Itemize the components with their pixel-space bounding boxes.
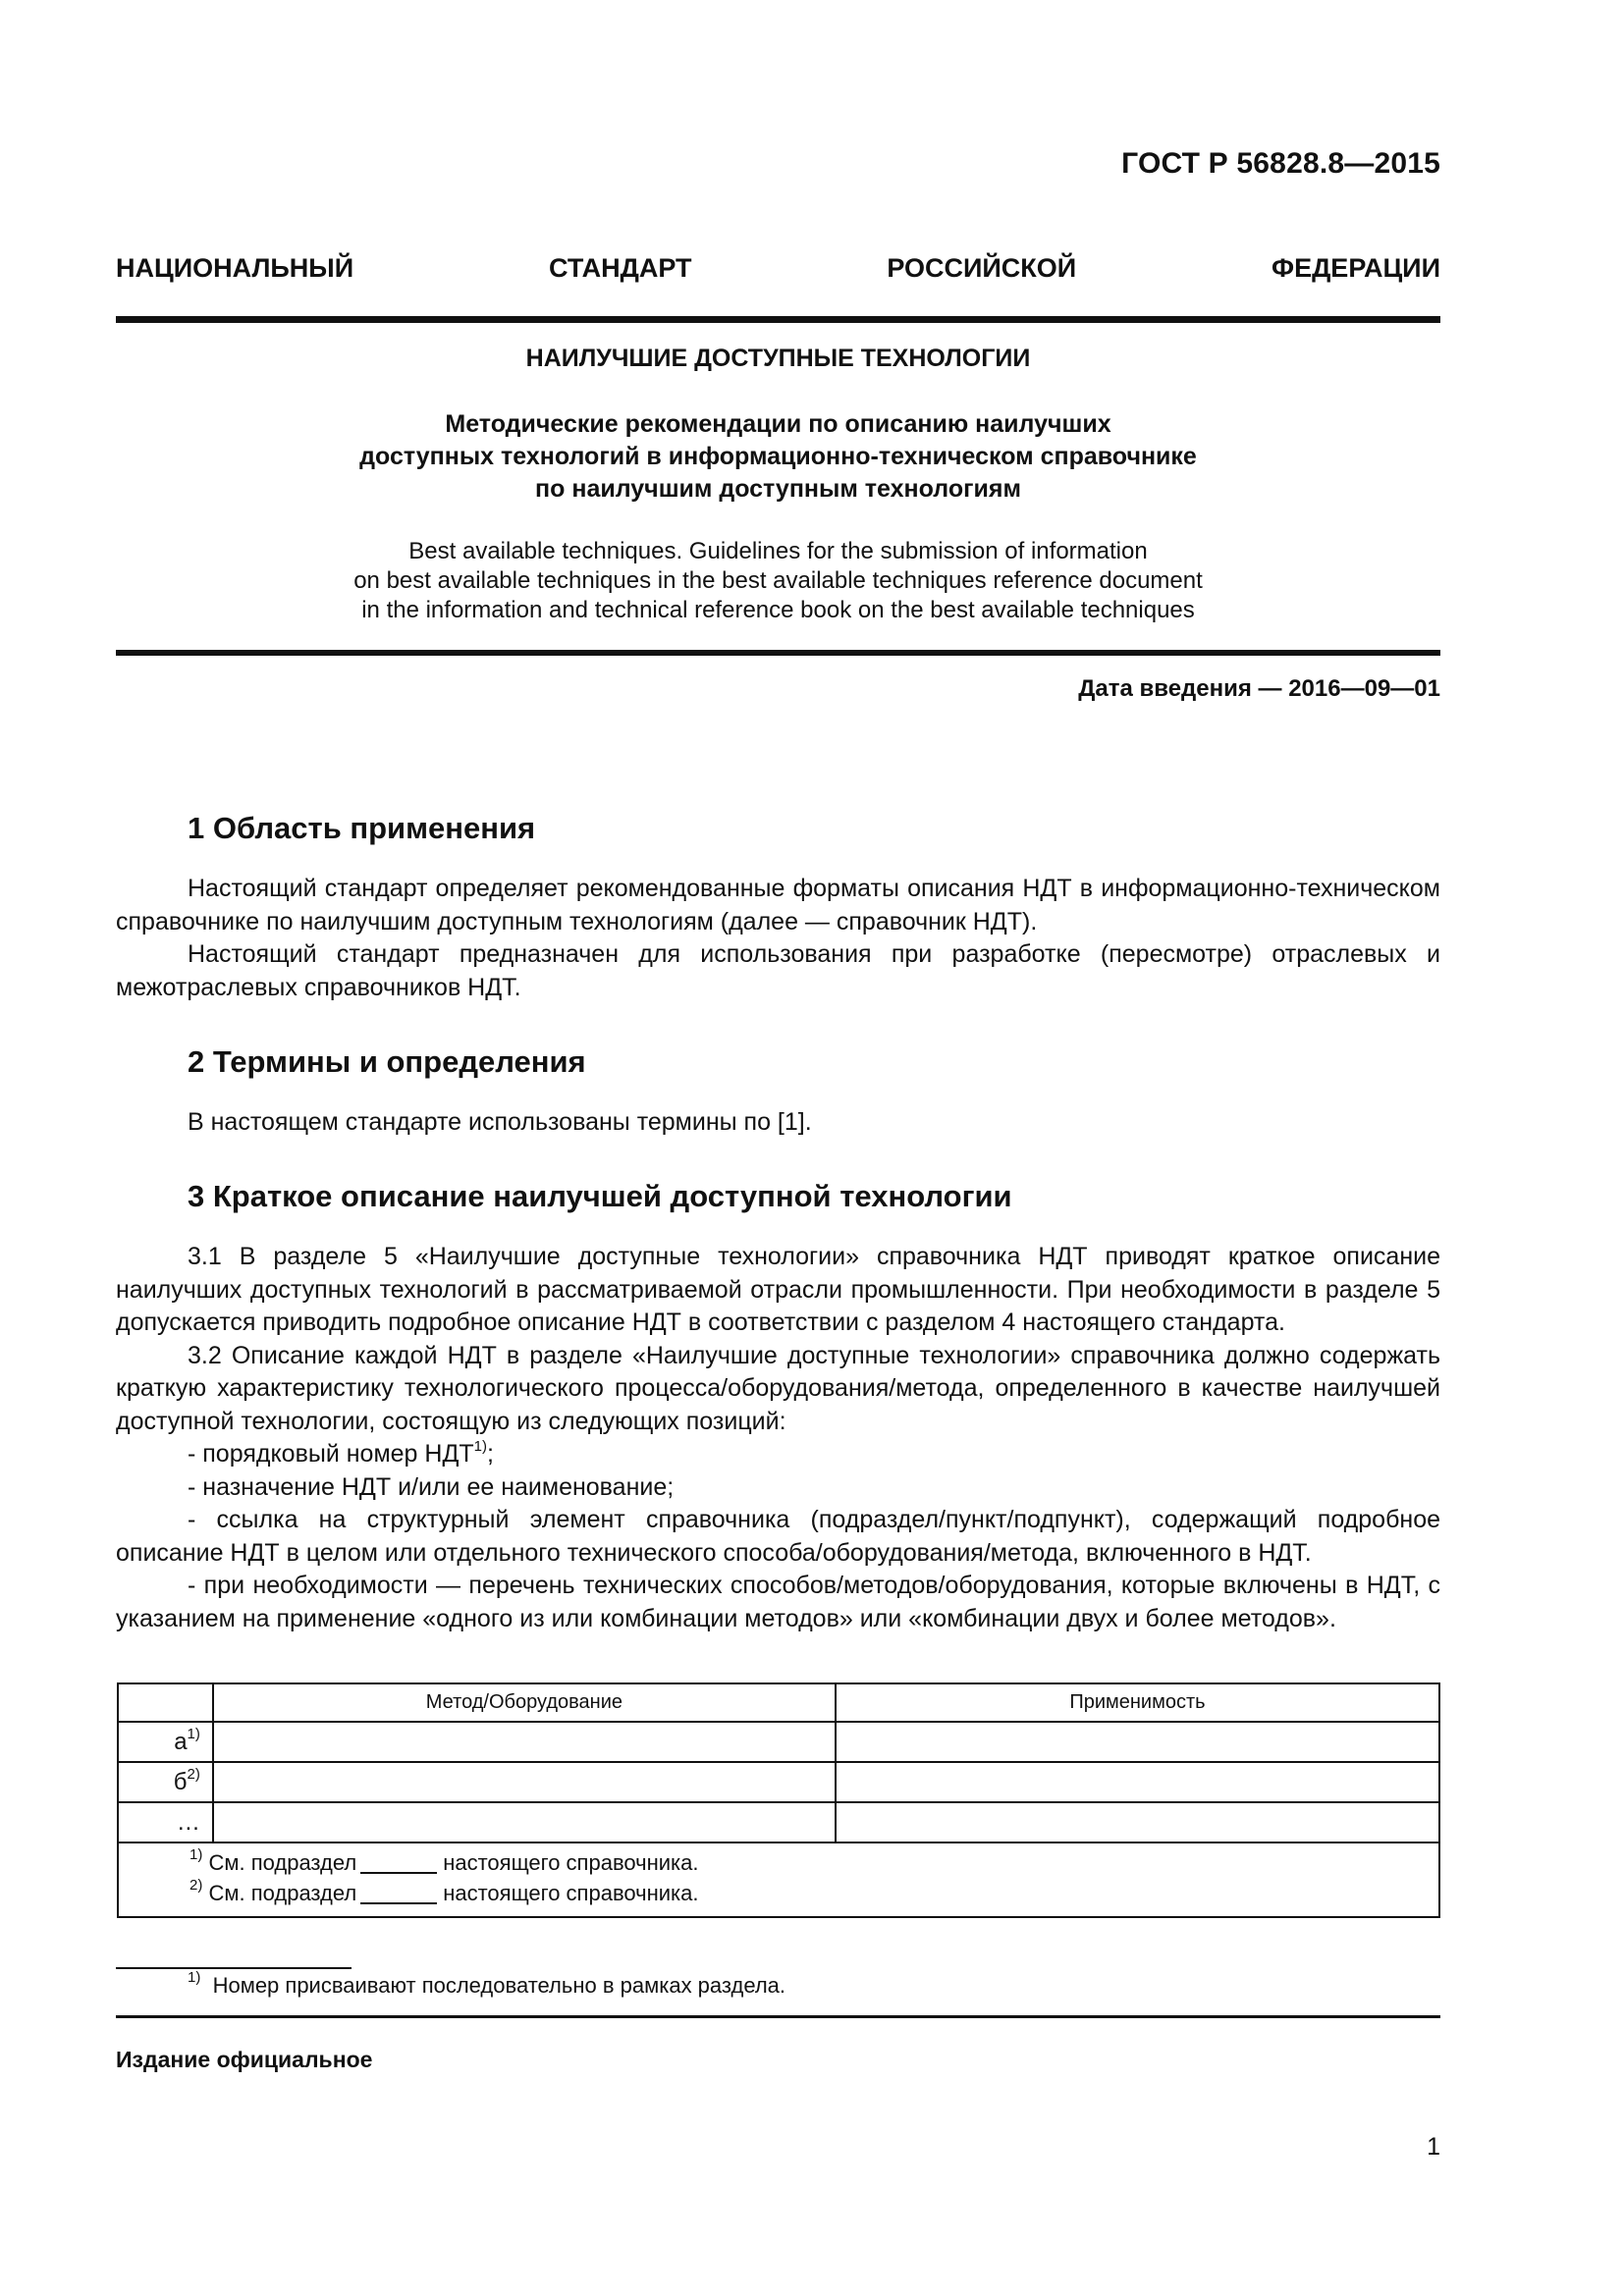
section-1-body (116, 873, 1440, 1004)
footer-rule (116, 2015, 1440, 2018)
table-header-cell: Метод/Оборудование (213, 1683, 836, 1722)
english-subtitle-line: Best available techniques. Guidelines for the submission of information (408, 538, 1148, 564)
table-cell (836, 1762, 1439, 1802)
footnote (188, 1969, 786, 1999)
introduction-date: Дата введения — 2016—09—01 (1078, 675, 1440, 702)
row-label (118, 1762, 213, 1802)
row-label (118, 1722, 213, 1762)
list-item-text: - порядковый номер НДТ (188, 1440, 474, 1468)
row-label-text: … (176, 1808, 200, 1836)
list-item: - при необходимости — перечень технических способов/методов/оборудования, которые включены в НДТ, с указанием на применение «одного из или комбинации методов» или «комбинации двух и более методов». (116, 1572, 1440, 1632)
section-3-heading: 3 Краткое описание наилучшей доступной технологии (188, 1179, 1012, 1213)
table-header-cell (118, 1683, 213, 1722)
row-label-text: б (173, 1768, 188, 1795)
blank-line (360, 1881, 437, 1904)
table-cell (213, 1722, 836, 1762)
paragraph: 3.1 В разделе 5 «Наилучшие доступные технологии» справочника НДТ приводят краткое описание наилучших доступных технологий в рассматриваемой отрасли промышленности. При необходимости в разделе 5 допускается приводить подробное описание НДТ в соответствии с разделом 4 настоящего стандарта. (116, 1243, 1440, 1336)
official-edition: Издание официальное (116, 2047, 373, 2072)
table-cell (836, 1802, 1439, 1842)
english-subtitle-line: in the information and technical reference book on the best available techniques (361, 597, 1195, 623)
footnote-ref: 1) (473, 1438, 487, 1455)
methods-table (117, 1682, 1440, 1918)
table-note (189, 1847, 1438, 1878)
russian-subtitle-line: по наилучшим доступным технологиям (535, 475, 1021, 503)
footnote-separator (116, 1967, 352, 1969)
paragraph: Настоящий стандарт предназначен для использования при разработке (пересмотре) отраслевых и межотраслевых справочников НДТ. (116, 940, 1440, 1001)
table-cell (213, 1762, 836, 1802)
note-text: настоящего справочника. (443, 1850, 699, 1875)
footnote-ref: 1) (187, 1725, 200, 1742)
list-item (116, 1438, 1440, 1471)
note-text: См. подраздел (208, 1881, 357, 1905)
table-cell (836, 1722, 1439, 1762)
list-item: - ссылка на структурный элемент справочника (подраздел/пункт/подпункт), содержащий подробное описание НДТ в целом или отдельного технического способа/оборудования/метода, включенного в НДТ. (116, 1506, 1440, 1567)
row-label (118, 1802, 213, 1842)
russian-subtitle-line: доступных технологий в информационно-техническом справочнике (359, 443, 1197, 470)
table-note (189, 1878, 1438, 1908)
table-cell (213, 1802, 836, 1842)
paragraph: Настоящий стандарт определяет рекомендованные форматы описания НДТ в информационно-техническом справочнике по наилучшим доступным технологиям (далее — справочник НДТ). (116, 875, 1440, 935)
table-header-cell: Применимость (836, 1683, 1439, 1722)
footnote-ref: 1) (188, 1969, 201, 1986)
footnote-text: Номер присваивают последовательно в рамках раздела. (212, 1973, 786, 1998)
section-2-body (116, 1106, 1440, 1140)
section-3-body (116, 1241, 1440, 1635)
table-row (118, 1802, 1439, 1842)
russian-subtitle (116, 408, 1440, 506)
national-standard-title: НАЦИОНАЛЬНЫЙ СТАНДАРТ РОССИЙСКОЙ ФЕДЕРАЦИИ (116, 253, 1440, 283)
paragraph: В настоящем стандарте использованы термины по [1]. (188, 1108, 812, 1136)
list-item: - назначение НДТ и/или ее наименование; (188, 1472, 675, 1501)
note-text: настоящего справочника. (443, 1881, 699, 1905)
row-label-text: а (174, 1728, 188, 1755)
footnote-ref: 2) (187, 1765, 200, 1783)
footnote-ref: 2) (189, 1877, 203, 1894)
english-subtitle (116, 537, 1440, 625)
table-notes (118, 1842, 1439, 1917)
title-bottom-rule (116, 650, 1440, 656)
table-row (118, 1722, 1439, 1762)
russian-subtitle-line: Методические рекомендации по описанию наилучших (445, 410, 1111, 438)
english-subtitle-line: on best available techniques in the best available techniques reference document (353, 567, 1203, 594)
table-notes-row (118, 1842, 1439, 1917)
footnote-ref: 1) (189, 1846, 203, 1863)
top-rule (116, 316, 1440, 323)
page-number: 1 (1427, 2133, 1440, 2161)
table-header-row (118, 1683, 1439, 1722)
note-text: См. подраздел (208, 1850, 357, 1875)
paragraph: 3.2 Описание каждой НДТ в разделе «Наилучшие доступные технологии» справочника должно содержать краткую характеристику технологического процесса/оборудования/метода, определенного в качестве наилучшей доступной технологии, состоящую из следующих позиций: (116, 1341, 1440, 1435)
section-1-heading: 1 Область применения (188, 811, 536, 845)
blank-line (360, 1850, 437, 1874)
standard-title: НАИЛУЧШИЕ ДОСТУПНЫЕ ТЕХНОЛОГИИ (525, 345, 1031, 372)
table-row (118, 1762, 1439, 1802)
section-2-heading: 2 Термины и определения (188, 1044, 586, 1079)
document-number: ГОСТ Р 56828.8—2015 (1121, 147, 1440, 180)
list-item-end: ; (487, 1440, 494, 1468)
